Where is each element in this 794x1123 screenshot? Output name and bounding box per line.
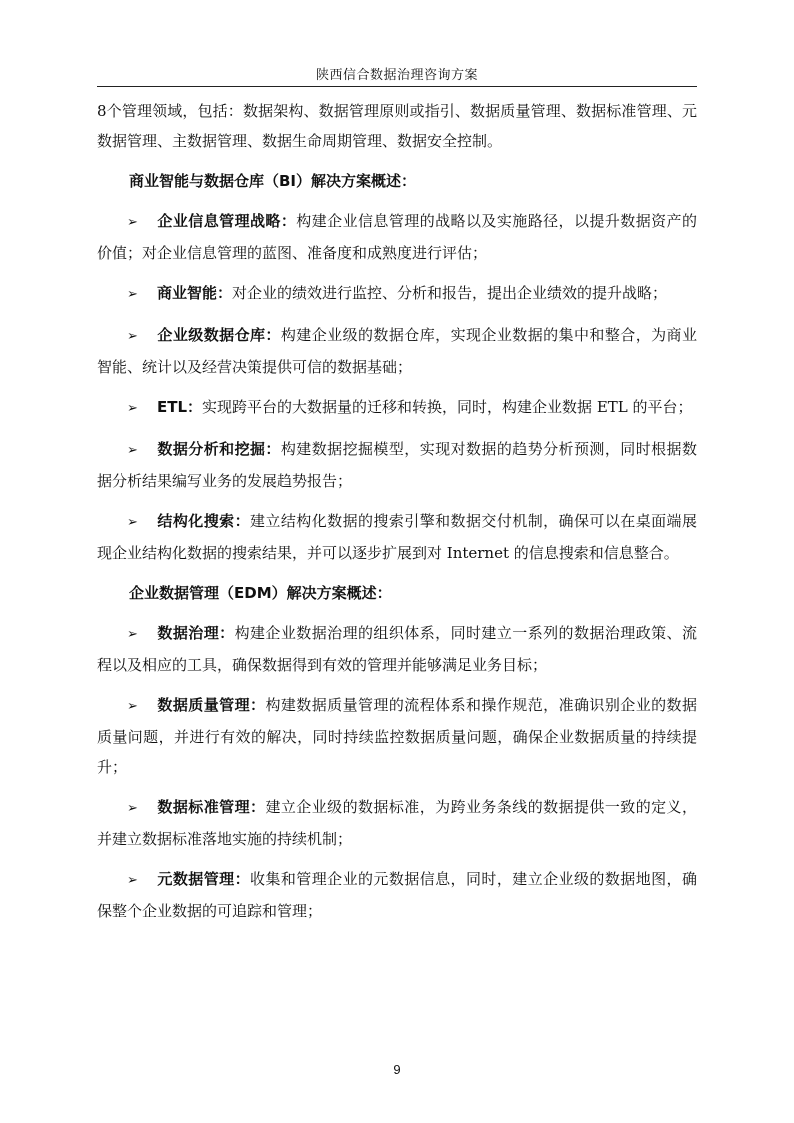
edm-section-heading: 企业数据管理（EDM）解决方案概述： [129, 584, 392, 602]
edm-list [97, 618, 697, 926]
list-item: ➢ 企业级数据仓库：构建企业级的数据仓库，实现企业数据的集中和整合，为商业智能、统计以及经营决策提供可信的数据基础； [97, 320, 697, 382]
bi-list [97, 206, 697, 568]
arrow-bullet-icon: ➢ [127, 329, 138, 344]
arrow-bullet-icon: ➢ [127, 287, 138, 302]
list-item: ➢ ETL：实现跨平台的大数据量的迁移和转换，同时，构建企业数据 ETL 的平台； [97, 392, 697, 424]
arrow-bullet-icon: ➢ [127, 515, 138, 530]
list-item: ➢ 商业智能：对企业的绩效进行监控、分析和报告，提出企业绩效的提升战略； [97, 278, 697, 310]
list-item: ➢ 数据分析和挖掘：构建数据挖掘模型，实现对数据的趋势分析预测，同时根据数据分析结果编写业务的发展趋势报告； [97, 434, 697, 496]
arrow-bullet-icon: ➢ [127, 873, 138, 888]
list-item: ➢ 企业信息管理战略：构建企业信息管理的战略以及实施路径，以提升数据资产的价值；对企业信息管理的蓝图、准备度和成熟度进行评估； [97, 206, 697, 268]
arrow-bullet-icon: ➢ [127, 443, 138, 458]
page-number: 9 [393, 1062, 401, 1077]
header-divider [97, 86, 697, 87]
list-item: ➢ 结构化搜索：建立结构化数据的搜索引擎和数据交付机制，确保可以在桌面端展现企业结构化数据的搜索结果，并可以逐步扩展到对 Internet 的信息搜索和信息整合。 [97, 506, 697, 568]
list-item: ➢ 数据标准管理：建立企业级的数据标准，为跨业务条线的数据提供一致的定义，并建立数据标准落地实施的持续机制； [97, 792, 697, 854]
bi-section-heading: 商业智能与数据仓库（BI）解决方案概述： [129, 172, 417, 190]
list-item: ➢ 元数据管理：收集和管理企业的元数据信息，同时，建立企业级的数据地图，确保整个企业数据的可追踪和管理； [97, 864, 697, 926]
arrow-bullet-icon: ➢ [127, 801, 138, 816]
document-body [97, 96, 697, 936]
intro-paragraph: 8个管理领域，包括：数据架构、数据管理原则或指引、数据质量管理、数据标准管理、元数据管理、主数据管理、数据生命周期管理、数据安全控制。 [97, 102, 697, 150]
arrow-bullet-icon: ➢ [127, 627, 138, 642]
arrow-bullet-icon: ➢ [127, 401, 138, 416]
list-item: ➢ 数据治理：构建企业数据治理的组织体系，同时建立一系列的数据治理政策、流程以及相应的工具，确保数据得到有效的管理并能够满足业务目标； [97, 618, 697, 680]
page-header: 陕西信合数据治理咨询方案 [315, 68, 478, 83]
list-item: ➢ 数据质量管理：构建数据质量管理的流程体系和操作规范，准确识别企业的数据质量问题，并进行有效的解决，同时持续监控数据质量问题，确保企业数据质量的持续提升； [97, 690, 697, 782]
arrow-bullet-icon: ➢ [127, 699, 138, 714]
arrow-bullet-icon: ➢ [127, 215, 138, 230]
